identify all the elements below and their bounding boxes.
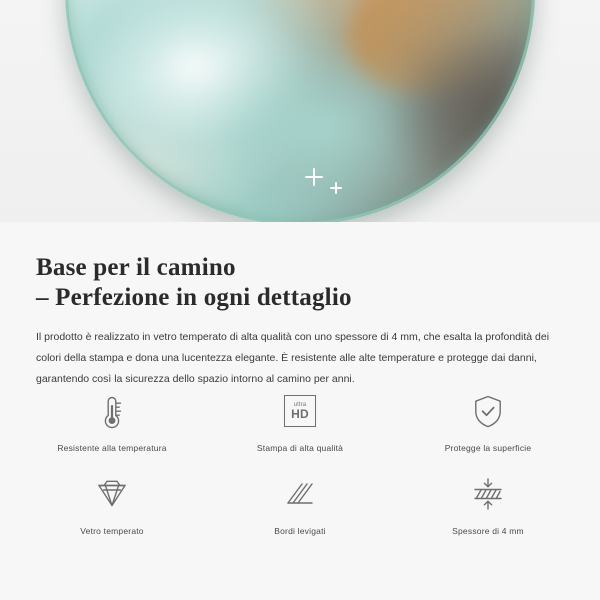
- hero-image: [0, 0, 600, 222]
- ultra-hd-top-label: ultra: [293, 402, 307, 408]
- feature-grid: [18, 388, 582, 536]
- polished-edges-icon: [282, 471, 318, 517]
- ultra-hd-bottom-label: HD: [291, 407, 309, 421]
- feature-label: Spessore di 4 mm: [452, 526, 524, 536]
- page-title-line-1: Base per il camino: [36, 253, 236, 281]
- thickness-arrows-icon: [468, 471, 508, 517]
- ultra-hd-icon: [284, 388, 316, 434]
- feature-item: [18, 471, 206, 536]
- feature-item: [394, 388, 582, 453]
- content-section: [0, 222, 600, 600]
- feature-item: [206, 388, 394, 453]
- feature-label: Protegge la superficie: [444, 443, 532, 453]
- feature-label: Bordi levigati: [274, 526, 326, 536]
- feature-label: Resistente alla temperatura: [57, 443, 167, 453]
- shield-check-icon: [470, 388, 506, 434]
- diamond-icon: [92, 471, 132, 517]
- thermometer-icon: [95, 388, 129, 434]
- feature-label: Stampa di alta qualità: [256, 443, 344, 453]
- description-paragraph: Il prodotto è realizzato in vetro temperato di alta qualità con uno spessore di 4 mm, che esalta la profondità dei colori della stampa e dona una lucentezza elegante. È resistente alle alte temperature e protegge dai danni, garantendo così la sicurezza dello spazio intorno al camino per anni.: [36, 330, 550, 385]
- feature-item: [394, 471, 582, 536]
- feature-label: Vetro temperato: [80, 526, 144, 536]
- page-title-line-2: – Perfezione in ogni dettaglio: [36, 283, 352, 311]
- feature-item: [206, 471, 394, 536]
- feature-item: [18, 388, 206, 453]
- page-title: [36, 253, 566, 313]
